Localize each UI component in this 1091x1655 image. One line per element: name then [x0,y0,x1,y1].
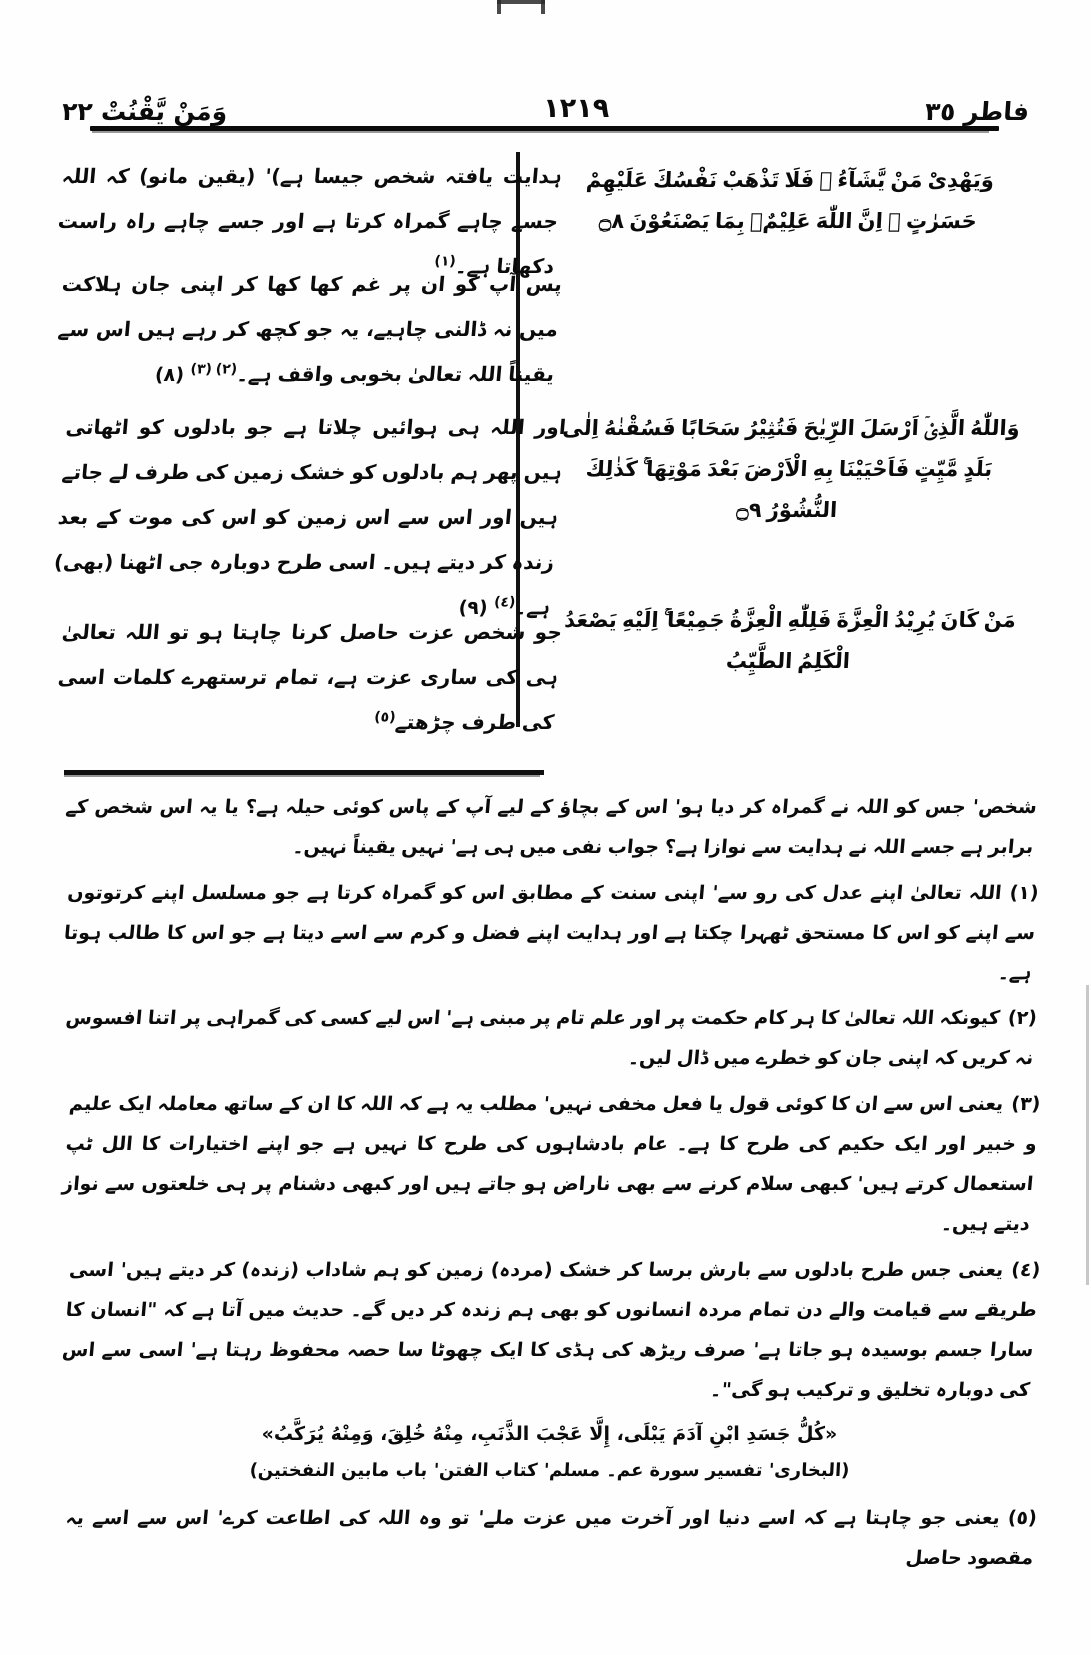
header-divider-rule [90,126,999,131]
verse-number-8: (٨) [154,364,186,386]
urdu-translation-column [53,150,567,734]
footnote-item-5 [61,1499,1039,1579]
footnote-lead-in [61,788,1039,868]
footnote-divider-rule [64,770,544,775]
body-two-column-area [53,150,1035,734]
ayah-block-10 [549,600,1029,682]
footnote-item-2 [61,999,1039,1079]
scan-trim-mark-left [497,0,501,14]
footnote-text-5: یعنی جو چاہتا ہے کہ اسے دنیا اور آخرت میں عزت ملے' تو وہ اللہ کی اطاعت کرے' اس سے اسے یہ مقصود حاصل [64,1506,1035,1569]
footnote-ref-4: (٤) [493,594,517,611]
verse-number-9: (٩) [457,597,489,619]
header-surah-para-label: وَمَنْ يَّقْنُتْ ٢٢ [60,97,229,126]
scan-edge-artifact [1086,985,1089,1285]
footnote-ref-2-3: (٢) (٣) [189,361,238,378]
footnote-marker-3: (٣) [1010,1093,1042,1116]
ayah-text-10: مَنْ كَانَ يُرِيْدُ الْعِزَّةَ فَلِلّٰهِ الْعِزَّةُ جَمِيْعًا ۚ اِلَيْهِ يَصْعَدُ الْكَلِمُ الطَّيِّبُ [563,608,1017,673]
footnote-text-3: یعنی اس سے ان کا کوئی قول یا فعل مخفی نہیں' مطلب یہ ہے کہ اللہ کا ان کے ساتھ معاملہ ایک علیم و خبیر اور ایک حکیم کی طرح کا ہے۔ عام بادشاہوں کی طرح کا نہیں ہے جو اپنے اختیارات کا الل ٹپ استعمال کرتے ہیں' کبھی سلام کرنے سے بھی ناراض ہو جاتے ہیں اور کبھی دشنام پر ہی خلعتوں سے نواز دیتے ہیں۔ [61,1093,1038,1235]
urdu-paragraph-2-text: پس آپ کو ان پر غم کھا کھا کر اپنی جان ہلاکت میں نہ ڈالنی چاہیے، یہ جو کچھ کر رہے ہیں اس سے یقیناً اللہ تعالیٰ بخوبی واقف ہے۔ [56,272,564,386]
footnote-text-4: یعنی جس طرح بادلوں سے بارش برسا کر خشک (مردہ) زمین کو ہم شاداب (زندہ) کر دیتے ہیں' اسی طریقے سے قیامت والے دن تمام مردہ انسانوں کو بھی ہم زندہ کر دیں گے۔ حدیث میں آتا ہے کہ "انسان کا سارا جسم بوسیدہ ہو جاتا ہے' صرف ریڑھ کی ہڈی کا ایک چھوٹا سا حصہ محفوظ رہتا ہے' اسی سے اس کی دوبارہ تخلیق و ترکیب ہو گی"۔ [61,1258,1038,1401]
scan-trim-mark [497,0,545,4]
footnote-item-3 [57,1085,1042,1245]
page-header [62,72,1029,124]
ayah-block-9 [549,408,1029,531]
footnote-marker-4: (٤) [1010,1258,1042,1281]
footnote-item-1 [59,874,1040,994]
scan-trim-mark-right [541,0,545,14]
ayah-text-8: وَيَهْدِىْ مَنْ يَّشَآءُ ۚ فَلَا تَذْهَبْ نَفْسُكَ عَلَيْهِمْ حَسَرٰتٍ ۚ اِنَّ اللّٰهَ عَلِيْمٌۢ بِمَا يَصْنَعُوْنَ ۝٨ [585,168,995,233]
hadith-citation: (البخاری' تفسیر سورة عم۔ مسلم' کتاب الفتن' باب مابین النفختین) [249,1460,850,1482]
urdu-paragraph-1-text: ہدایت یافتہ شخص جیسا ہے)' (یقین مانو) کہ اللہ جسے چاہے گمراہ کرتا ہے اور جسے چاہے راہ راست دکھاتا ہے۔ [56,164,564,278]
footnote-text-2: کیونکہ اللہ تعالیٰ کا ہر کام حکمت پر اور علم تام پر مبنی ہے' اس لیے کسی کی گمراہی پر اتنا افسوس نہ کریں کہ اپنی جان کو خطرے میں ڈال لیں۔ [64,1007,1035,1070]
urdu-paragraph-3-text: اور اللہ ہی ہوائیں چلاتا ہے جو بادلوں کو اٹھاتی ہیں پھر ہم بادلوں کو خشک زمین کی طرف لے جاتے ہیں اور اس سے اس زمین کو اس کی موت کے بعد زندہ کر دیتے ہیں۔ اسی طرح دوبارہ جی اٹھنا (بھی) ہے۔ [53,415,567,619]
urdu-paragraph-3 [48,405,568,630]
page-number: ١٢١٩ [543,93,610,124]
footnote-lead-in-text: شخص' جس کو اللہ نے گمراہ کر دیا ہو' اس کے بچاؤ کے لیے آپ کے پاس کوئی حیلہ ہے؟ یا یہ اس شخص کے برابر ہے جسے اللہ نے ہدایت سے نوازا ہے؟ جواب نفی میں ہی ہے' نہیں یقیناً نہیں۔ [64,796,1038,858]
ayah-text-9: وَاللّٰهُ الَّذِىْۤ اَرْسَلَ الرِّيٰحَ فَتُثِيْرُ سَحَابًا فَسُقْنٰهُ اِلٰى بَلَدٍ مَّيِّتٍ فَاَحْيَيْنَا بِهِ الْاَرْضَ بَعْدَ مَوْتِهَا ۚ كَذٰلِكَ النُّشُوْرُ ۝٩ [561,416,1021,522]
header-surah-name-label: فاطر ٣٥ [923,97,1031,126]
urdu-paragraph-4-text: جو شخص عزت حاصل کرنا چاہتا ہو تو اللہ تعالیٰ ہی کی ساری عزت ہے، تمام ترستھرے کلمات اسی کی طرف چڑھتے [56,620,564,734]
footnotes-section [61,788,1042,1584]
ayah-block-8 [549,160,1029,242]
urdu-paragraph-2 [52,262,564,397]
footnote-item-4 [57,1251,1042,1411]
footnote-marker-5: (٥) [1006,1506,1038,1529]
footnote-marker-1: (١) [1008,881,1040,904]
footnote-text-1: اللہ تعالیٰ اپنے عدل کی رو سے' اپنی سنت کے مطابق اس کو گمراہ کرتا ہے جو مسلسل اپنے کرتوتوں سے اپنے کو اس کا مستحق ٹھہرا چکتا ہے اور ہدایت اپنے فضل و کرم سے اسے دیتا ہے جو اس کا طالب ہوتا ہے۔ [63,881,1037,984]
arabic-verse-column [530,150,1035,730]
footnote-ref-5: (٥) [373,709,397,726]
urdu-paragraph-4 [52,610,564,745]
footnote-ref-1: (١) [433,253,457,270]
hadith-arabic-quote: «كُلُّ جَسَدِ ابْنِ آدَمَ يَبْلَى، إِلَّا عَجْبَ الذَّنَبِ، مِنْهُ خُلِقَ، وَمِنْهُ يُرَكَّبُ» [261,1423,838,1446]
footnote-marker-2: (٢) [1006,1007,1038,1030]
